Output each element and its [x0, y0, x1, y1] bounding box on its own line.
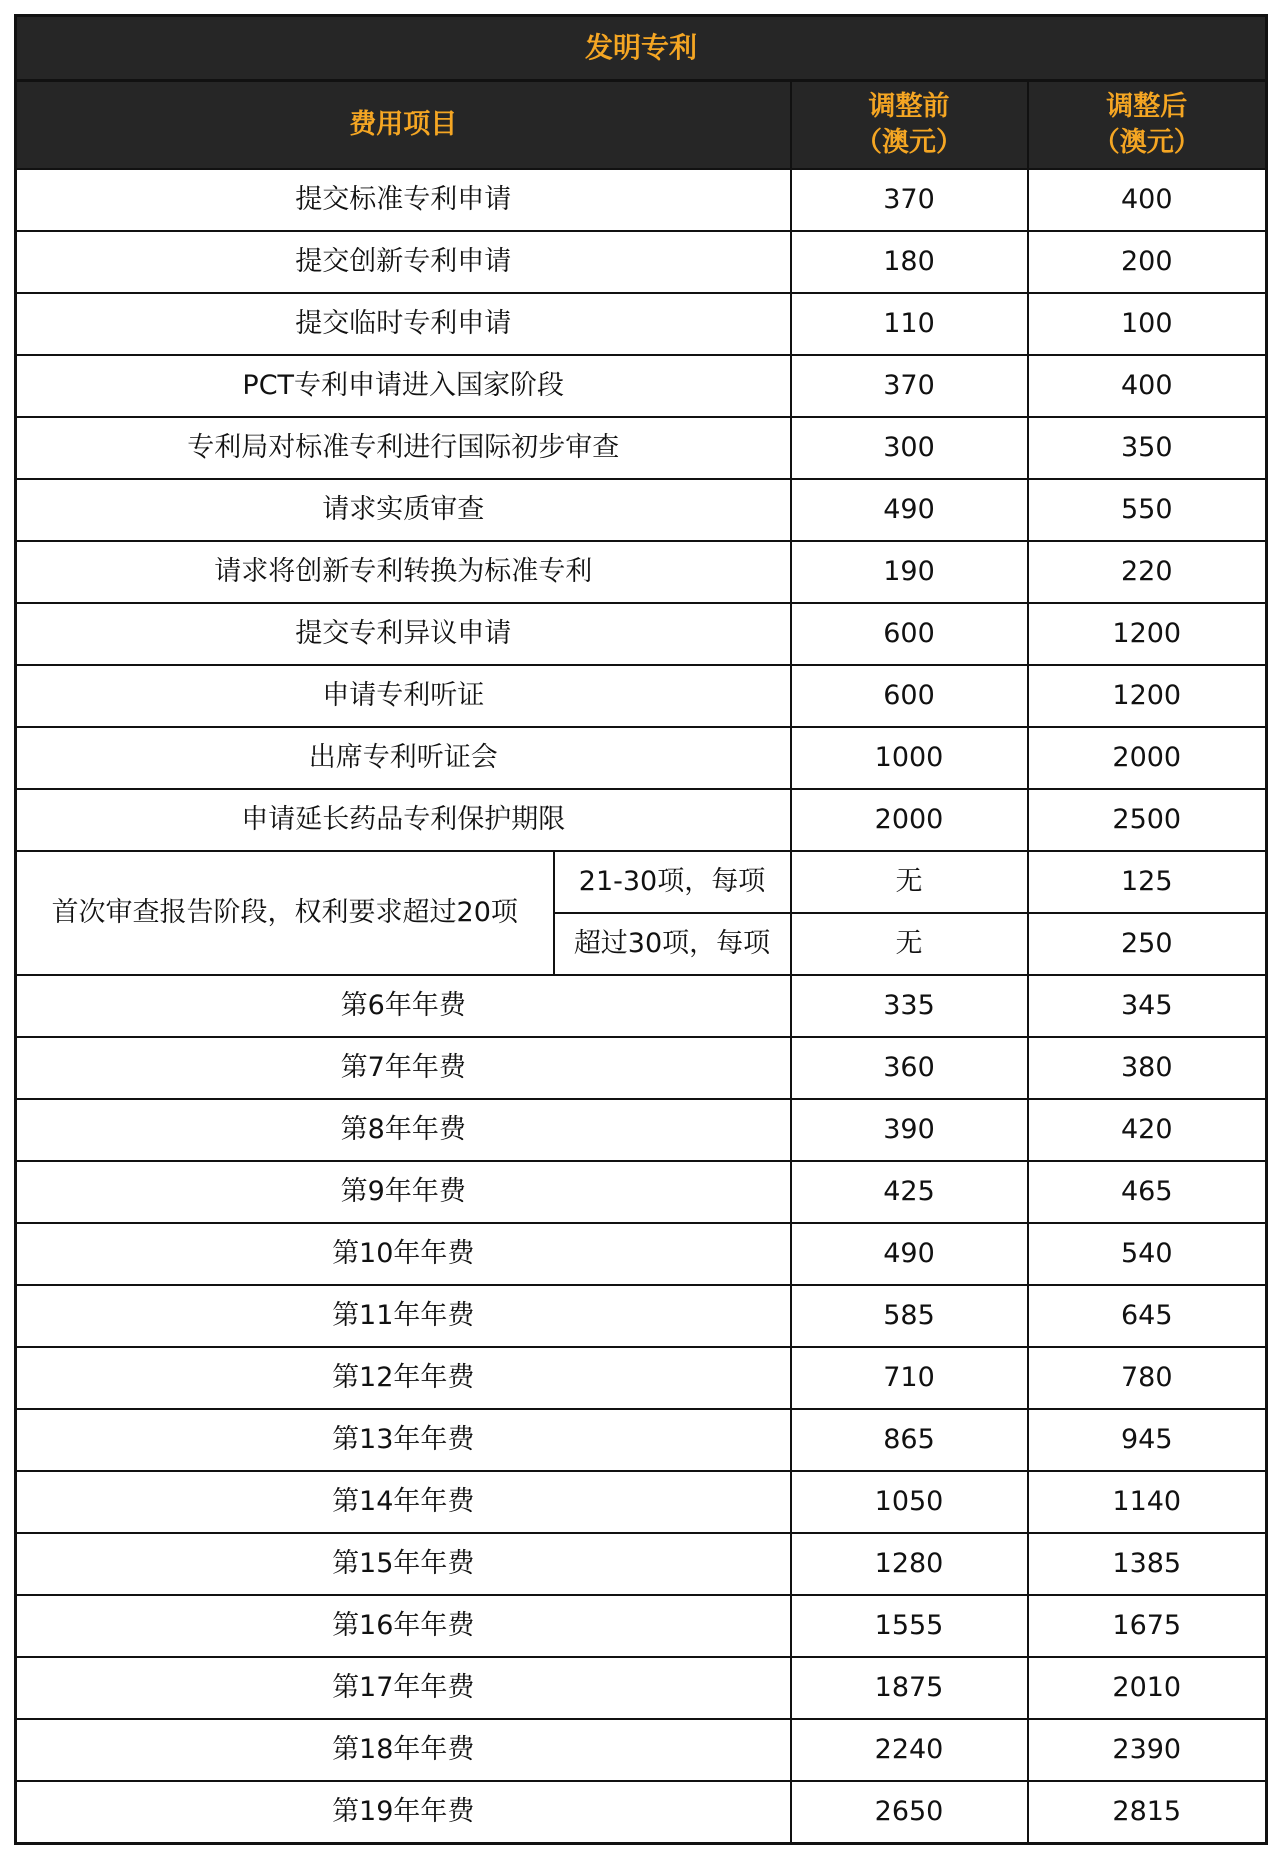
table-row [16, 1595, 1267, 1657]
fee-item: 第6年年费 [16, 975, 791, 1037]
table-row [16, 479, 1267, 541]
fee-after: 1385 [1028, 1533, 1267, 1595]
table-title-row [16, 16, 1267, 81]
fee-item: 请求将创新专利转换为标准专利 [16, 541, 791, 603]
fee-before: 190 [791, 541, 1028, 603]
fee-item: 第11年年费 [16, 1285, 791, 1347]
table-row [16, 1471, 1267, 1533]
table-row [16, 1719, 1267, 1781]
fee-before: 360 [791, 1037, 1028, 1099]
table-row [16, 355, 1267, 417]
fee-after: 1675 [1028, 1595, 1267, 1657]
table-row [16, 1161, 1267, 1223]
fee-before: 2000 [791, 789, 1028, 851]
fee-item: 第13年年费 [16, 1409, 791, 1471]
fee-after: 550 [1028, 479, 1267, 541]
fee-before: 490 [791, 479, 1028, 541]
fee-after: 2390 [1028, 1719, 1267, 1781]
fee-item: PCT专利申请进入国家阶段 [16, 355, 791, 417]
table-title: 发明专利 [16, 16, 1267, 81]
fee-item: 提交创新专利申请 [16, 231, 791, 293]
fee-item: 申请专利听证 [16, 665, 791, 727]
fee-item: 第15年年费 [16, 1533, 791, 1595]
fee-after: 400 [1028, 169, 1267, 231]
claims-sub-item: 21-30项，每项 [554, 851, 791, 913]
header-after-line2: （澳元） [1092, 127, 1201, 158]
fee-before: 390 [791, 1099, 1028, 1161]
table-row [16, 1657, 1267, 1719]
table-row [16, 1409, 1267, 1471]
fee-after: 100 [1028, 293, 1267, 355]
fee-before: 600 [791, 603, 1028, 665]
fee-before: 1555 [791, 1595, 1028, 1657]
fee-before: 425 [791, 1161, 1028, 1223]
fee-before: 865 [791, 1409, 1028, 1471]
table-row [16, 603, 1267, 665]
table-row [16, 1533, 1267, 1595]
table-row [16, 1099, 1267, 1161]
table-row [16, 1037, 1267, 1099]
table-row [16, 293, 1267, 355]
fee-after: 345 [1028, 975, 1267, 1037]
fee-item: 第14年年费 [16, 1471, 791, 1533]
fee-after: 1200 [1028, 603, 1267, 665]
fee-before: 585 [791, 1285, 1028, 1347]
claims-sub-item: 超过30项，每项 [554, 913, 791, 975]
fee-item: 第18年年费 [16, 1719, 791, 1781]
fee-before: 1875 [791, 1657, 1028, 1719]
header-before-line2: （澳元） [855, 127, 963, 158]
fee-item: 请求实质审查 [16, 479, 791, 541]
table-row [16, 231, 1267, 293]
fee-before: 370 [791, 169, 1028, 231]
fee-after: 400 [1028, 355, 1267, 417]
fee-item: 提交专利异议申请 [16, 603, 791, 665]
fee-item: 申请延长药品专利保护期限 [16, 789, 791, 851]
table-row [16, 417, 1267, 479]
fee-before: 无 [791, 851, 1028, 913]
header-item: 费用项目 [16, 81, 791, 170]
fee-item: 第9年年费 [16, 1161, 791, 1223]
table-row [16, 1347, 1267, 1409]
fee-after: 645 [1028, 1285, 1267, 1347]
table-row [16, 1223, 1267, 1285]
table-row [16, 1285, 1267, 1347]
fee-after: 250 [1028, 913, 1267, 975]
fee-before: 1000 [791, 727, 1028, 789]
claims-group-label: 首次审查报告阶段，权利要求超过20项 [16, 851, 554, 975]
fee-item: 第19年年费 [16, 1781, 791, 1844]
table-row [16, 727, 1267, 789]
table-header-row [16, 81, 1267, 170]
fee-after: 2815 [1028, 1781, 1267, 1844]
fee-after: 2500 [1028, 789, 1267, 851]
fee-before: 490 [791, 1223, 1028, 1285]
fee-after: 200 [1028, 231, 1267, 293]
fee-after: 1140 [1028, 1471, 1267, 1533]
fee-after: 780 [1028, 1347, 1267, 1409]
fee-item: 提交临时专利申请 [16, 293, 791, 355]
header-before-line1: 调整前 [868, 90, 950, 122]
fee-item: 第8年年费 [16, 1099, 791, 1161]
fee-item: 第17年年费 [16, 1657, 791, 1719]
fee-after: 465 [1028, 1161, 1267, 1223]
fee-before: 2240 [791, 1719, 1028, 1781]
fee-after: 945 [1028, 1409, 1267, 1471]
fee-before: 180 [791, 231, 1028, 293]
header-after-line1: 调整后 [1106, 90, 1188, 122]
fee-before: 710 [791, 1347, 1028, 1409]
fee-before: 2650 [791, 1781, 1028, 1844]
fee-after: 540 [1028, 1223, 1267, 1285]
fee-after: 380 [1028, 1037, 1267, 1099]
fee-item: 提交标准专利申请 [16, 169, 791, 231]
table-row [16, 665, 1267, 727]
fee-after: 1200 [1028, 665, 1267, 727]
fee-after: 2000 [1028, 727, 1267, 789]
fee-item: 第7年年费 [16, 1037, 791, 1099]
fee-table-container [14, 14, 1265, 1845]
table-body [16, 169, 1267, 1844]
fee-after: 2010 [1028, 1657, 1267, 1719]
fee-before: 无 [791, 913, 1028, 975]
fee-before: 600 [791, 665, 1028, 727]
table-row [16, 851, 1267, 913]
fee-after: 125 [1028, 851, 1267, 913]
fee-after: 220 [1028, 541, 1267, 603]
table-row [16, 975, 1267, 1037]
fee-before: 110 [791, 293, 1028, 355]
fee-before: 335 [791, 975, 1028, 1037]
table-row [16, 789, 1267, 851]
table-row [16, 541, 1267, 603]
fee-before: 1050 [791, 1471, 1028, 1533]
fee-before: 370 [791, 355, 1028, 417]
fee-before: 1280 [791, 1533, 1028, 1595]
header-after [1028, 81, 1267, 170]
fee-item: 第16年年费 [16, 1595, 791, 1657]
fee-before: 300 [791, 417, 1028, 479]
table-row [16, 1781, 1267, 1844]
fee-item: 第12年年费 [16, 1347, 791, 1409]
fee-table [14, 14, 1268, 1845]
fee-item: 出席专利听证会 [16, 727, 791, 789]
fee-after: 420 [1028, 1099, 1267, 1161]
header-before [791, 81, 1028, 170]
table-row [16, 169, 1267, 231]
fee-after: 350 [1028, 417, 1267, 479]
fee-item: 专利局对标准专利进行国际初步审查 [16, 417, 791, 479]
fee-item: 第10年年费 [16, 1223, 791, 1285]
